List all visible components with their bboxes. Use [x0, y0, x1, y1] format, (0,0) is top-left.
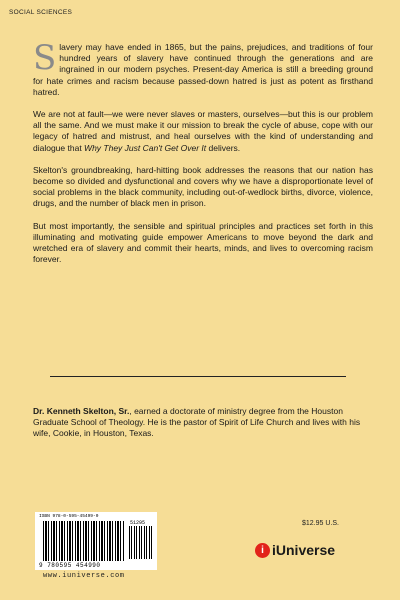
- blurb-paragraph-1-text: lavery may have ended in 1865, but the pains, prejudices, and traditions of four hundred years of slavery have continued through the generations and are ingrained in our modern psyches. Present-day America is still a breeding ground for hate crimes and racism because passed-down hatred is just as potent as firsthand hatred.: [33, 42, 373, 97]
- barcode: [35, 512, 157, 570]
- blurb-paragraph-2-text: We are not at fault—we were never slaves or masters, ourselves—but this is our problem all the same. And we must make it our mission to break the cycle of abuse, cope with our legacy of hatred and mistrust, and heal ourselves with the kind of understanding and dialogue that: [33, 109, 373, 153]
- price-label: $12.95 U.S.: [302, 520, 339, 527]
- blurb-paragraph-2: [33, 109, 373, 154]
- ean-barcode-bars: [43, 521, 125, 561]
- author-bio-text: , earned a doctorate of ministry degree from the Houston Graduate School of Theology. He is the pastor of Spirit of Life Church and lives with his wife, Cookie, in Houston, Texas.: [33, 406, 361, 439]
- divider-rule: [50, 376, 346, 377]
- author-name: Dr. Kenneth Skelton, Sr.: [33, 406, 130, 416]
- publisher-name: iUniverse: [272, 542, 336, 558]
- book-title-reference: Why They Just Can't Get Over It: [84, 142, 207, 153]
- drop-cap: S: [33, 38, 57, 78]
- author-bio: [33, 406, 373, 440]
- price-barcode-bars: [129, 526, 153, 559]
- blurb-paragraph-2-end: delivers.: [206, 142, 241, 153]
- isbn-label: ISBN 978-0-595-45499-0: [39, 514, 99, 519]
- back-cover-blurb: [33, 38, 373, 276]
- isbn-number: 9 780595 454990: [39, 562, 101, 569]
- publisher-logo: [255, 540, 335, 560]
- blurb-paragraph-1: [33, 38, 373, 98]
- publisher-url: www.iuniverse.com: [43, 572, 125, 580]
- blurb-paragraph-3: Skelton's groundbreaking, hard-hitting book addresses the reasons that our nation has become so divided and dysfunctional and covers why we have a disproportionate level of social problems in the black community, including out-of-wedlock births, divorce, violence, drugs, and the number of black men in prison.: [33, 164, 373, 209]
- iuniverse-logo-icon: i: [255, 543, 270, 558]
- price-code: 51295: [130, 520, 146, 526]
- blurb-paragraph-4: But most importantly, the sensible and spiritual principles and practices set forth in this illuminating and motivating guide empower Americans to move beyond the dark and wretched era of slavery and commit their hearts, minds, and lives to overcoming racism forever.: [33, 220, 373, 265]
- category-label: SOCIAL SCIENCES: [9, 9, 73, 16]
